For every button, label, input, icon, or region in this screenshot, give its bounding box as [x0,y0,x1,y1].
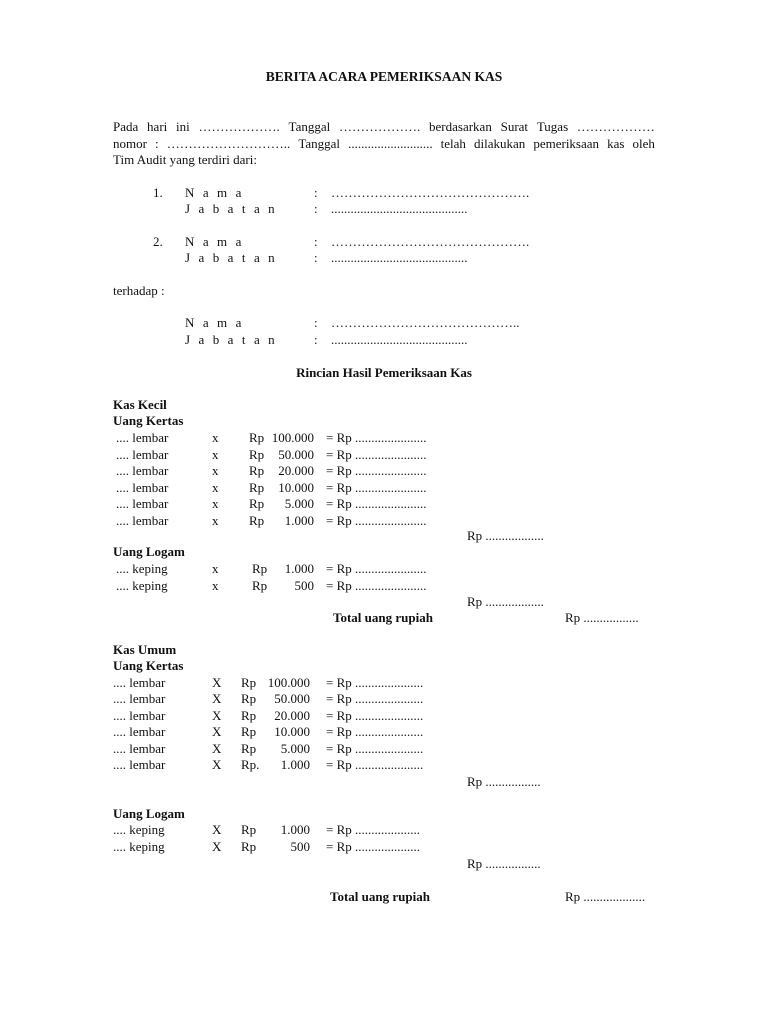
terhadap-label: terhadap : [113,283,165,298]
intro-word: ini [176,119,190,134]
qty-cell: .... lembar [116,479,169,495]
currency-label: Rp [241,822,257,837]
auditee-jabatan-colon: : [314,332,318,347]
multiply-sign: X [212,822,222,837]
intro-word: hari [147,119,168,134]
kas-umum-total-value: Rp ................... [565,889,646,904]
qty-cell: .... keping [113,822,165,837]
qty-cell: .... lembar [113,691,166,707]
intro-word: dilakukan [474,135,526,151]
multiply-sign: X [212,707,222,723]
intro-word: oleh [632,135,655,151]
denomination-amount: 10.000 [278,479,314,495]
currency-label: Rp [249,496,265,511]
result-field: = Rp ...................... [326,463,427,478]
multiply-sign: x [212,561,219,576]
result-field: = Rp ...................... [326,430,427,445]
denomination-amount: 20.000 [278,463,314,478]
currency-label: Rp. [241,757,260,772]
currency-label: Rp [249,446,265,462]
kas-kecil-total-value: Rp ................. [565,610,639,625]
intro-word: Tanggal [288,119,331,134]
auditor-2-jabatan-label: J a b a t a n [185,250,278,265]
denomination-amount: 50.000 [278,446,314,462]
auditee-nama-colon: : [314,315,318,330]
auditor-2-number: 2. [153,234,163,249]
denomination-amount: 50.000 [274,691,310,707]
denomination-amount: 1.000 [284,561,314,576]
auditee-nama-label: N a m a [185,315,244,330]
intro-paragraph [113,119,655,169]
result-field: = Rp ...................... [326,479,427,495]
intro-word: pemeriksaan [533,135,600,151]
currency-label: Rp [241,839,257,854]
kas-kecil-heading: Kas Kecil [113,397,167,412]
kas-kecil-total-label: Total uang rupiah [333,610,433,625]
denomination-amount: 100.000 [267,675,310,690]
auditor-2-nama-colon: : [314,234,318,249]
auditor-2-jabatan-field: .......................................... [331,250,468,265]
kas-umum-uang-logam-subtotal: Rp ................. [467,856,541,871]
intro-line-1 [113,119,655,136]
auditor-1-number: 1. [153,185,163,200]
result-field: = Rp ..................... [326,691,424,707]
currency-label: Rp [249,479,265,495]
qty-cell: .... keping [116,577,168,593]
auditor-2-jabatan-colon: : [314,250,318,265]
multiply-sign: X [212,724,222,740]
multiply-sign: x [212,446,219,462]
qty-cell: .... lembar [113,724,166,740]
intro-word: Surat [500,119,529,134]
intro-word: telah [440,135,466,151]
denomination-amount: 100.000 [271,430,314,445]
denomination-amount: 500 [290,839,310,854]
intro-word: : [155,135,159,151]
result-field: = Rp .................... [326,822,421,837]
kas-kecil-uang-logam-heading: Uang Logam [113,544,185,559]
intro-word: ………………. [198,119,280,134]
intro-word: nomor [113,135,147,151]
currency-label: Rp [252,561,268,576]
multiply-sign: x [212,479,219,495]
intro-word: .......................... [348,135,433,151]
intro-word: Tanggal [298,135,340,151]
intro-line-2 [113,136,655,153]
kas-umum-uang-kertas-subtotal: Rp ................. [467,774,541,789]
currency-label: Rp [241,724,257,740]
result-field: = Rp ..................... [326,757,424,772]
auditor-2-nama-label: N a m a [185,234,244,249]
intro-word: berdasarkan [429,119,492,134]
result-field: = Rp ..................... [326,707,424,723]
multiply-sign: X [212,839,222,854]
currency-label: Rp [241,675,257,690]
intro-word: Pada [113,119,139,134]
auditor-2-nama-field: ………………………………………. [331,234,530,249]
result-field: = Rp ...................... [326,561,427,576]
currency-label: Rp [241,740,257,756]
multiply-sign: X [212,740,222,756]
intro-word: ……………… [576,119,655,134]
auditor-1-jabatan-field: .......................................... [331,201,468,216]
currency-label: Rp [241,707,257,723]
qty-cell: .... keping [116,561,168,576]
denomination-amount: 10.000 [274,724,310,740]
qty-cell: .... lembar [116,463,169,478]
result-field: = Rp ..................... [326,675,424,690]
multiply-sign: X [212,757,222,772]
auditor-1-nama-label: N a m a [185,185,244,200]
qty-cell: .... lembar [113,740,166,756]
denomination-amount: 1.000 [284,512,314,528]
qty-cell: .... lembar [113,675,166,690]
document-title: BERITA ACARA PEMERIKSAAN KAS [265,69,503,84]
result-field: = Rp ..................... [326,740,424,756]
intro-word: kas [607,135,625,151]
denomination-amount: 1.000 [280,822,310,837]
kas-kecil-uang-logam-subtotal: Rp .................. [467,594,544,609]
denomination-amount: 1.000 [280,757,310,772]
qty-cell: .... lembar [113,707,166,723]
qty-cell: .... lembar [116,512,169,528]
intro-word: ………………. [339,119,421,134]
qty-cell: .... lembar [113,757,166,772]
kas-umum-heading: Kas Umum [113,642,177,657]
kas-umum-uang-kertas-heading: Uang Kertas [113,658,184,673]
intro-word: ……………………….. [166,135,291,151]
auditee-jabatan-label: J a b a t a n [185,332,278,347]
kas-kecil-uang-kertas-heading: Uang Kertas [113,413,184,428]
result-field: = Rp ...................... [326,446,427,462]
result-field: = Rp ..................... [326,724,424,740]
result-field: = Rp ...................... [326,512,427,528]
currency-label: Rp [249,512,265,528]
multiply-sign: x [212,512,219,528]
kas-umum-total-label: Total uang rupiah [330,889,430,904]
auditee-jabatan-field: .......................................... [331,332,468,347]
auditor-1-jabatan-label: J a b a t a n [185,201,278,216]
kas-umum-uang-logam-heading: Uang Logam [113,806,185,821]
auditee-nama-field: …………………………………….. [331,315,520,330]
qty-cell: .... lembar [116,430,169,445]
currency-label: Rp [241,691,257,707]
multiply-sign: X [212,675,222,690]
section-subtitle: Rincian Hasil Pemeriksaan Kas [296,365,472,380]
intro-word: Tugas [536,119,569,134]
qty-cell: .... keping [113,839,165,854]
result-field: = Rp ...................... [326,577,427,593]
auditor-1-jabatan-colon: : [314,201,318,216]
denomination-amount: 500 [294,577,314,593]
multiply-sign: x [212,496,219,511]
multiply-sign: x [212,463,219,478]
auditor-1-nama-colon: : [314,185,318,200]
result-field: = Rp ...................... [326,496,427,511]
auditor-1-nama-field: ………………………………………. [331,185,530,200]
denomination-amount: 5.000 [284,496,314,511]
multiply-sign: X [212,691,222,707]
qty-cell: .... lembar [116,446,169,462]
denomination-amount: 5.000 [280,740,310,756]
currency-label: Rp [252,577,268,593]
kas-kecil-uang-kertas-subtotal: Rp .................. [467,528,544,543]
multiply-sign: x [212,577,219,593]
qty-cell: .... lembar [116,496,169,511]
denomination-amount: 20.000 [274,707,310,723]
currency-label: Rp [249,463,265,478]
multiply-sign: x [212,430,219,445]
currency-label: Rp [249,430,265,445]
intro-line-3: Tim Audit yang terdiri dari: [113,152,257,167]
result-field: = Rp .................... [326,839,421,854]
